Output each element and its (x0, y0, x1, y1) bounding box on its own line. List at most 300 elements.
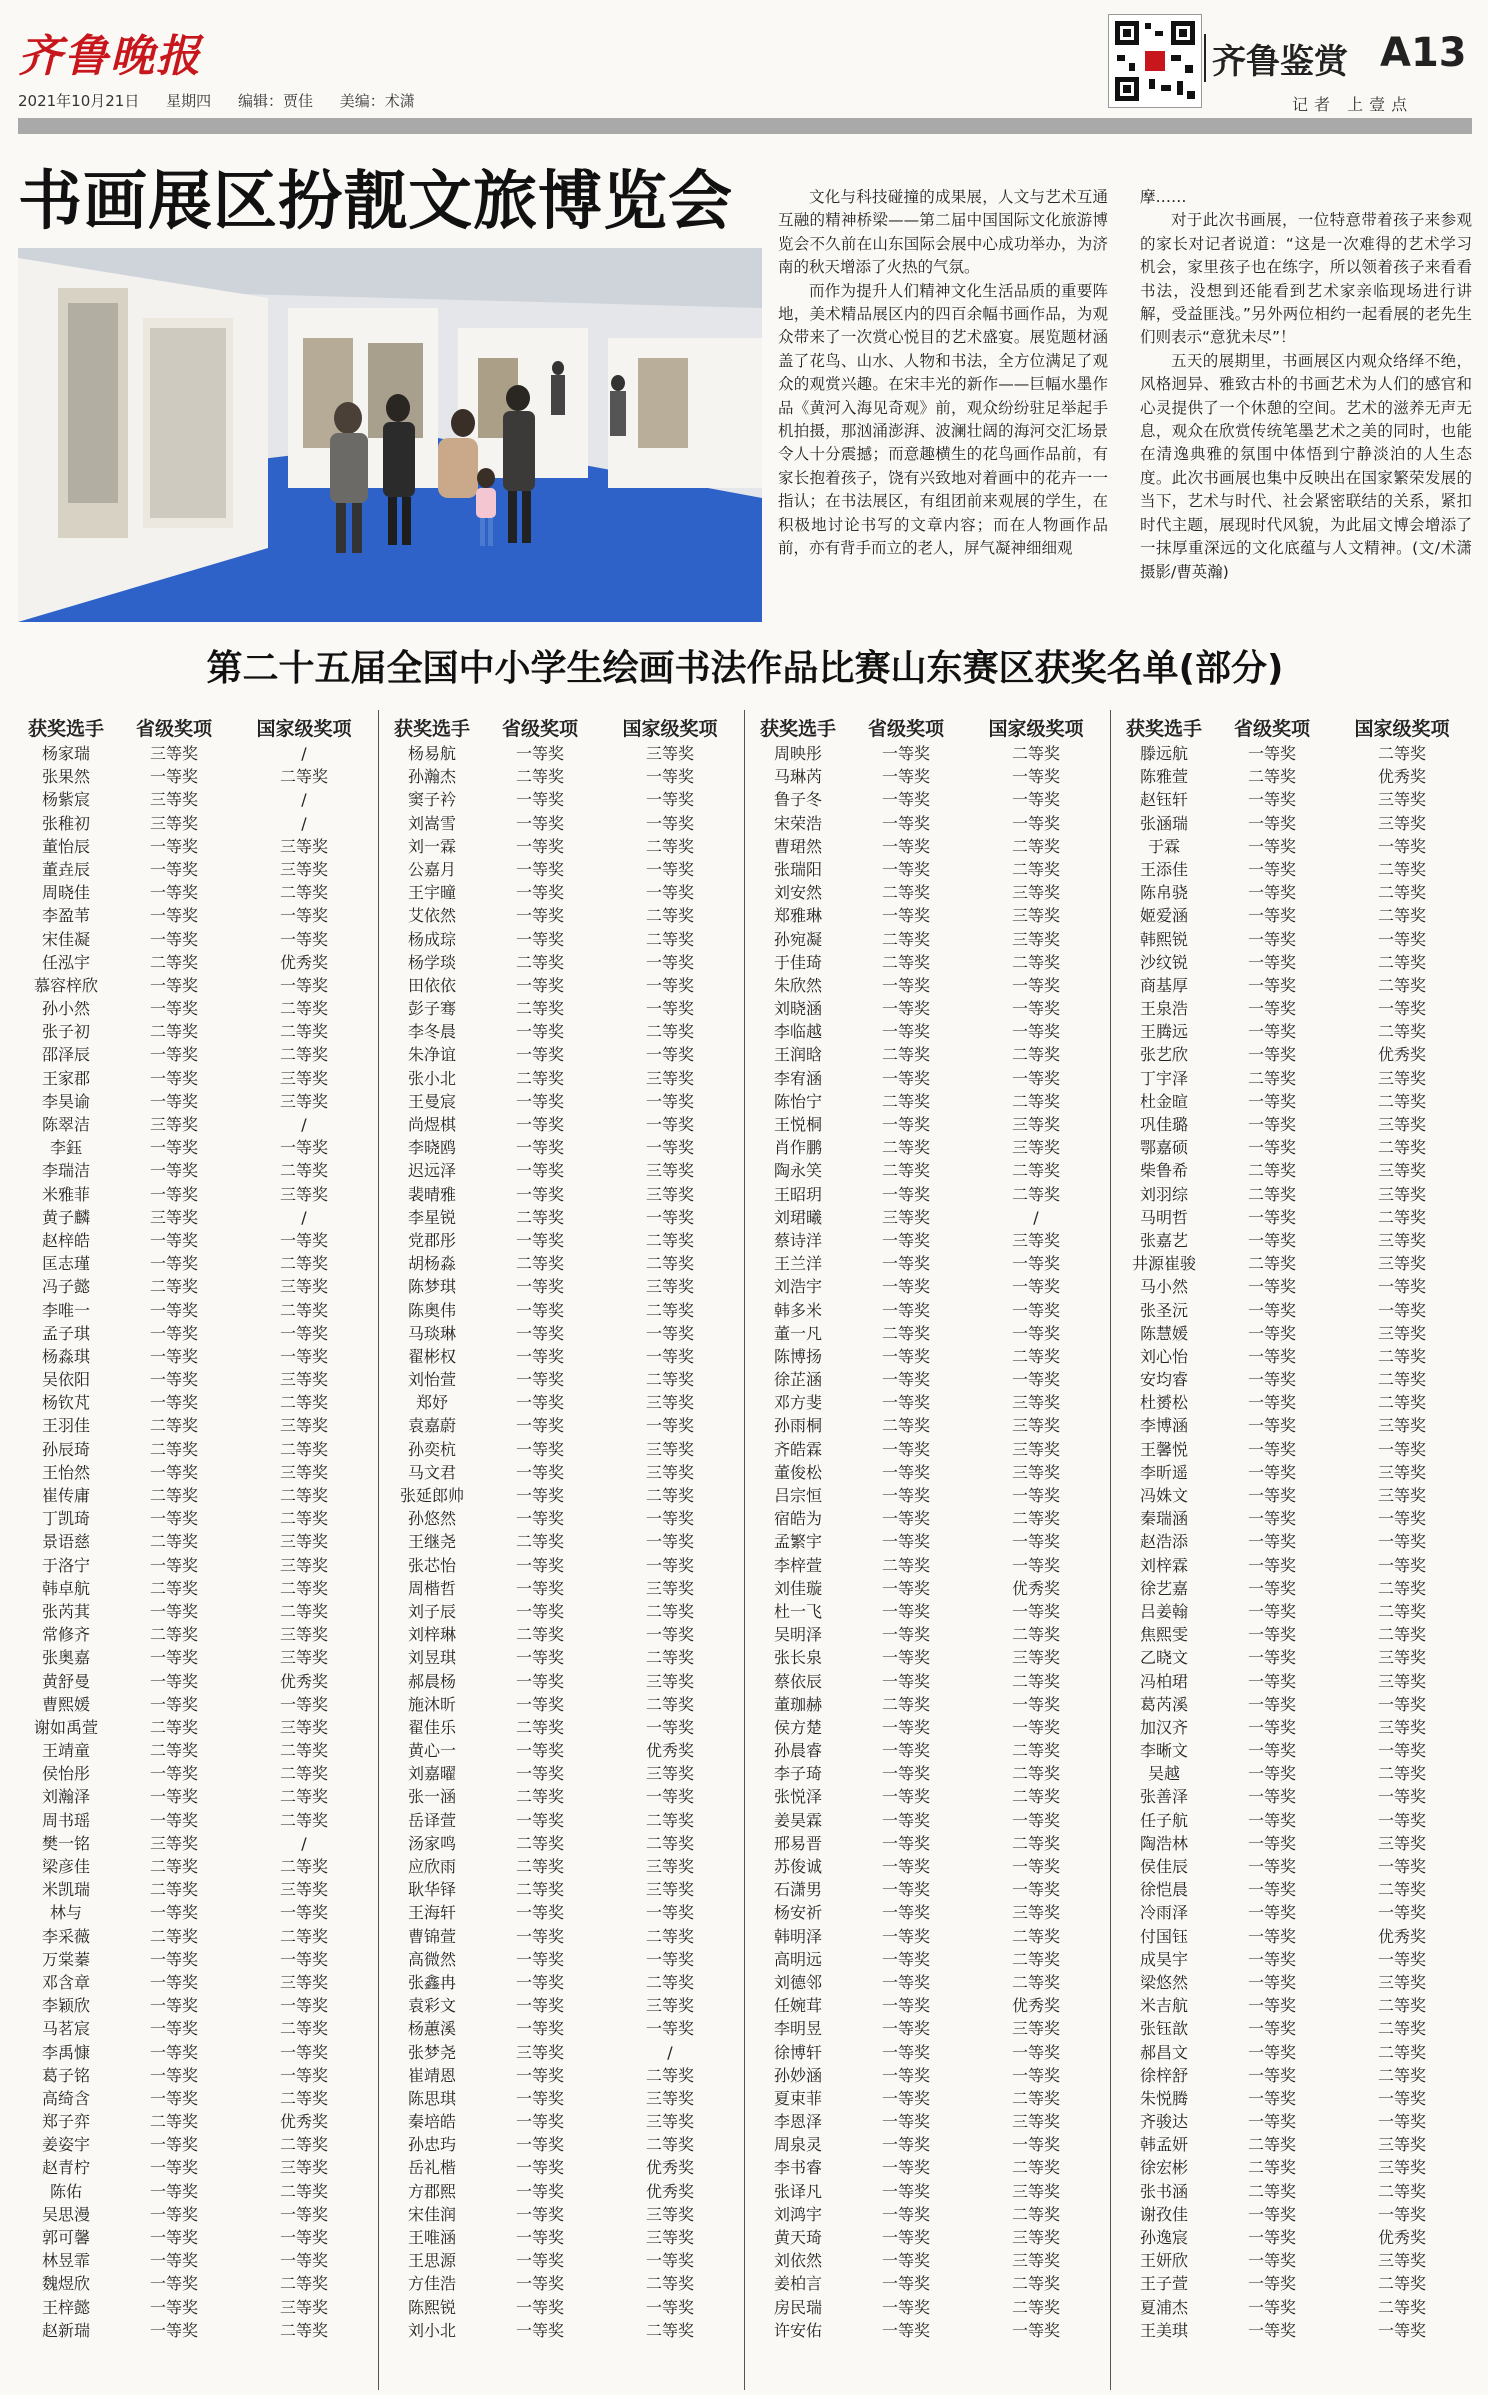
winner-name: 高明远 (773, 1949, 822, 1969)
national-award: 三等奖 (645, 1161, 694, 1181)
national-award: 一等奖 (1011, 1370, 1060, 1390)
table-row (18, 1948, 374, 1971)
winner-name: 于洛宁 (41, 1555, 90, 1575)
national-award: 二等奖 (1377, 1764, 1426, 1784)
winner-name: 曹珺然 (773, 836, 822, 856)
winner-name: 万棠蓁 (41, 1949, 90, 1969)
winner-name: 谢如禹萱 (33, 1717, 98, 1737)
winner-name: 孙晨睿 (773, 1741, 822, 1761)
winner-name: 冯柏珺 (1139, 1671, 1188, 1691)
winner-name: 冯子懿 (41, 1277, 90, 1297)
table-row (384, 2133, 740, 2156)
column-header: 国家级奖项 (1354, 717, 1450, 740)
provincial-award: 一等奖 (881, 2297, 930, 2317)
winner-name: 方佳浩 (407, 2274, 456, 2294)
table-row (750, 997, 1106, 1020)
table-row (750, 1345, 1106, 1368)
table-row (750, 1252, 1106, 1275)
table-row (384, 742, 740, 765)
national-award: 一等奖 (645, 1717, 694, 1737)
table-row (1116, 1368, 1472, 1391)
provincial-award: 一等奖 (1247, 2228, 1296, 2247)
provincial-award: 一等奖 (881, 790, 930, 810)
provincial-award: 二等奖 (1247, 767, 1296, 787)
national-award: 一等奖 (279, 2251, 328, 2271)
national-award: 一等奖 (1011, 1486, 1060, 1505)
winner-name: 秦培皓 (407, 2112, 456, 2132)
national-award: 三等奖 (645, 1068, 694, 1088)
national-award: 二等奖 (1011, 2158, 1060, 2178)
winner-name: 张芯怡 (407, 1555, 456, 1575)
provincial-award: 一等奖 (1247, 1462, 1296, 1482)
table-row (1116, 1762, 1472, 1785)
table-row (384, 2156, 740, 2179)
national-award: 二等奖 (279, 1764, 328, 1784)
winner-name: 匡志瑾 (41, 1254, 90, 1274)
national-award: 三等奖 (1377, 1230, 1426, 1250)
table-row (18, 742, 374, 765)
provincial-award: 一等奖 (881, 1996, 930, 2016)
provincial-award: 一等奖 (1247, 2320, 1296, 2340)
table-row (1116, 1600, 1472, 1623)
table-row (384, 2087, 740, 2110)
article-paragraph: 对于此次书画展，一位特意带着孩子来参观的家长对记者说道：“这是一次难得的艺术学习机会，家里孩子也在练字，所以领着孩子来看看书法，没想到还能看到艺术家亲临现场进行讲解，受益匪浅。”另外两位相约一起看展的老先生们则表示“意犹未尽”！ (1140, 211, 1472, 347)
provincial-award: 一等奖 (881, 975, 930, 995)
national-award: 三等奖 (1377, 1161, 1426, 1181)
winner-name: 焦熙雯 (1139, 1625, 1188, 1645)
winner-name: 李瑞洁 (41, 1161, 90, 1181)
winner-name: 刘羽综 (1139, 1184, 1188, 1204)
table-row (750, 1438, 1106, 1461)
table-row (384, 881, 740, 904)
winner-name: 夏浦杰 (1139, 2297, 1188, 2317)
table-row (1116, 1345, 1472, 1368)
provincial-award: 一等奖 (1247, 1903, 1296, 1923)
national-award: 二等奖 (279, 2320, 328, 2340)
table-row (384, 1507, 740, 1530)
national-award: 三等奖 (1011, 1648, 1060, 1668)
winner-name: 杨易航 (407, 744, 456, 763)
national-award: 三等奖 (645, 1439, 694, 1459)
winner-name: 夏束菲 (773, 2088, 822, 2108)
winner-name: 张嘉艺 (1139, 1230, 1188, 1250)
provincial-award: 一等奖 (149, 2320, 198, 2340)
table-row (750, 765, 1106, 788)
winner-name: 杨学琰 (407, 952, 456, 972)
table-row (18, 812, 374, 835)
winner-name: 梁彦佳 (41, 1857, 90, 1876)
national-award: 二等奖 (1377, 2297, 1426, 2317)
winner-name: 齐骏达 (1139, 2112, 1188, 2132)
national-award: 三等奖 (1011, 2019, 1060, 2039)
table-row (384, 1206, 740, 1229)
provincial-award: 一等奖 (1247, 1509, 1296, 1529)
national-award: 一等奖 (1011, 1254, 1060, 1274)
provincial-award: 一等奖 (149, 2088, 198, 2108)
national-award: 二等奖 (1377, 2181, 1426, 2201)
provincial-award: 二等奖 (149, 1857, 198, 1876)
winner-name: 吴依阳 (41, 1370, 90, 1390)
provincial-award: 一等奖 (515, 1949, 564, 1969)
table-row (1116, 2226, 1472, 2249)
table-row (1116, 835, 1472, 858)
winner-name: 李子琦 (773, 1764, 822, 1784)
winner-name: 应欣雨 (407, 1857, 456, 1876)
provincial-award: 二等奖 (881, 1138, 930, 1158)
national-award: 二等奖 (1011, 1346, 1060, 1366)
table-row (384, 1646, 740, 1669)
national-award: 一等奖 (645, 1207, 694, 1227)
table-row (18, 1600, 374, 1623)
provincial-award: 一等奖 (1247, 1555, 1296, 1575)
table-row (1116, 1577, 1472, 1600)
table-row (384, 1554, 740, 1577)
winner-name: 许安佑 (773, 2320, 822, 2340)
winner-name: 赵梓皓 (41, 1230, 90, 1250)
provincial-award: 一等奖 (149, 836, 198, 856)
national-award: 二等奖 (645, 1601, 694, 1621)
winner-name: 邓含章 (41, 1972, 90, 1992)
table-row (1116, 1878, 1472, 1901)
national-award: 三等奖 (279, 859, 328, 879)
winner-name: 刘梓霖 (1139, 1555, 1188, 1575)
provincial-award: 一等奖 (881, 2251, 930, 2271)
table-row (750, 1322, 1106, 1345)
provincial-award: 一等奖 (149, 1370, 198, 1390)
winner-name: 于佳琦 (773, 952, 822, 972)
table-row (18, 1113, 374, 1136)
table-row (1116, 1809, 1472, 1832)
national-award: 三等奖 (279, 1532, 328, 1552)
winner-name: 窦子衿 (407, 790, 456, 810)
table-row (384, 951, 740, 974)
provincial-award: 三等奖 (149, 1833, 198, 1853)
national-award: 二等奖 (279, 1439, 328, 1459)
table-row (384, 1600, 740, 1623)
provincial-award: 三等奖 (149, 790, 198, 810)
winner-name: 李盈苇 (41, 906, 90, 926)
provincial-award: 一等奖 (515, 813, 564, 833)
table-row (384, 1855, 740, 1878)
national-award: 三等奖 (1377, 1416, 1426, 1436)
provincial-award: 一等奖 (149, 2274, 198, 2294)
table-row (1116, 1530, 1472, 1553)
provincial-award: 二等奖 (881, 1091, 930, 1111)
national-award: 二等奖 (1377, 1996, 1426, 2016)
table-row (18, 2064, 374, 2087)
winner-name: 王添佳 (1139, 859, 1188, 879)
table-row (750, 1391, 1106, 1414)
provincial-award: 一等奖 (881, 1230, 930, 1250)
table-row (750, 1136, 1106, 1159)
winner-name: 蔡依辰 (773, 1671, 822, 1691)
provincial-award: 二等奖 (149, 1625, 198, 1645)
provincial-award: 一等奖 (881, 1625, 930, 1645)
provincial-award: 一等奖 (515, 1161, 564, 1181)
winner-name: 陈怡宁 (773, 1091, 822, 1111)
table-row (1116, 765, 1472, 788)
article-column-1 (778, 186, 1108, 561)
national-award: 优秀奖 (645, 2158, 694, 2178)
national-award: / (301, 744, 307, 763)
provincial-award: 一等奖 (149, 1323, 198, 1343)
national-award: 一等奖 (645, 1091, 694, 1111)
provincial-award: 一等奖 (515, 2112, 564, 2132)
column-header: 国家级奖项 (256, 717, 352, 740)
national-award: 二等奖 (279, 1601, 328, 1621)
table-row (384, 2180, 740, 2203)
provincial-award: 一等奖 (515, 2251, 564, 2271)
national-award: 一等奖 (1011, 1555, 1060, 1575)
table-row (750, 1994, 1106, 2017)
table-row (1116, 1136, 1472, 1159)
national-award: 三等奖 (279, 1462, 328, 1482)
winner-name: 马明哲 (1139, 1207, 1188, 1227)
national-award: 二等奖 (279, 1857, 328, 1876)
provincial-award: 一等奖 (881, 1393, 930, 1413)
table-row (384, 1067, 740, 1090)
provincial-award: 一等奖 (149, 2065, 198, 2085)
winner-name: 吴思漫 (41, 2204, 90, 2224)
provincial-award: 一等奖 (1247, 2251, 1296, 2271)
table-row (1116, 1391, 1472, 1414)
national-award: 一等奖 (645, 1532, 694, 1552)
national-award: 优秀奖 (1011, 1996, 1060, 2016)
provincial-award: 一等奖 (1247, 1207, 1296, 1227)
national-award: 二等奖 (279, 1161, 328, 1181)
column-header: 省级奖项 (1233, 717, 1310, 740)
table-row (18, 1345, 374, 1368)
provincial-award: 一等奖 (149, 1393, 198, 1413)
table-row (18, 1391, 374, 1414)
table-row (750, 1901, 1106, 1924)
table-row (384, 788, 740, 811)
national-award: 一等奖 (279, 1694, 328, 1714)
provincial-award: 一等奖 (149, 1764, 198, 1784)
winner-name: 杨成琮 (407, 929, 456, 949)
national-award: 二等奖 (1377, 1138, 1426, 1158)
national-award: 三等奖 (1377, 1115, 1426, 1134)
provincial-award: 一等奖 (881, 2320, 930, 2340)
provincial-award: 一等奖 (881, 2274, 930, 2294)
provincial-award: 一等奖 (1247, 1230, 1296, 1250)
winner-name: 李晓鸥 (407, 1138, 456, 1158)
winner-name: 李梓萱 (773, 1555, 822, 1575)
provincial-award: 一等奖 (515, 1648, 564, 1668)
provincial-award: 一等奖 (1247, 1091, 1296, 1111)
award-list-column (750, 712, 1106, 2342)
table-row (384, 1414, 740, 1437)
provincial-award: 二等奖 (881, 1161, 930, 1181)
national-award: 一等奖 (1377, 2320, 1426, 2340)
national-award: 二等奖 (645, 2135, 694, 2155)
provincial-award: 一等奖 (515, 975, 564, 995)
national-award: 三等奖 (1011, 906, 1060, 926)
national-award: 一等奖 (645, 790, 694, 810)
winner-name: 苏俊诚 (773, 1857, 822, 1876)
provincial-award: 一等奖 (149, 2135, 198, 2155)
national-award: 三等奖 (1011, 1462, 1060, 1482)
provincial-award: 一等奖 (149, 2181, 198, 2201)
national-award: 二等奖 (1011, 836, 1060, 856)
provincial-award: 一等奖 (881, 813, 930, 833)
table-row (1116, 1113, 1472, 1136)
national-award: 二等奖 (1377, 1880, 1426, 1900)
winner-name: 杨蕙溪 (407, 2019, 456, 2039)
provincial-award: 二等奖 (515, 1833, 564, 1853)
table-row (1116, 858, 1472, 881)
table-row (750, 1090, 1106, 1113)
national-award: 三等奖 (1011, 2112, 1060, 2132)
table-row (1116, 1414, 1472, 1437)
national-award: 二等奖 (1011, 859, 1060, 879)
winner-name: 施沐昕 (407, 1694, 456, 1714)
national-award: 一等奖 (279, 1903, 328, 1923)
winner-name: 曹熙媛 (41, 1694, 90, 1714)
provincial-award: 一等奖 (149, 929, 198, 949)
table-row (18, 997, 374, 1020)
table-row (1116, 1438, 1472, 1461)
table-row (750, 1855, 1106, 1878)
provincial-award: 一等奖 (149, 1903, 198, 1923)
table-row (750, 1554, 1106, 1577)
national-award: 二等奖 (1011, 2297, 1060, 2317)
provincial-award: 一等奖 (149, 1068, 198, 1088)
national-award: 二等奖 (1011, 1764, 1060, 1784)
table-row (1116, 1299, 1472, 1322)
column-header: 获奖选手 (27, 717, 104, 740)
table-row (384, 2296, 740, 2319)
national-award: 二等奖 (279, 999, 328, 1019)
winner-name: 马茗宸 (41, 2019, 90, 2039)
winner-name: 鄂嘉硕 (1139, 1138, 1188, 1158)
table-row (1116, 812, 1472, 835)
table-row (384, 1762, 740, 1785)
national-award: 三等奖 (645, 1277, 694, 1297)
winner-name: 陈翠洁 (41, 1115, 90, 1134)
national-award: 二等奖 (1011, 1926, 1060, 1946)
national-award: 一等奖 (1377, 1300, 1426, 1320)
winner-name: 高绮含 (41, 2088, 90, 2108)
table-row (1116, 1948, 1472, 1971)
table-row (18, 2017, 374, 2040)
table-row (750, 1020, 1106, 1043)
table-row (750, 2133, 1106, 2156)
national-award: 三等奖 (1377, 2158, 1426, 2178)
national-award: 二等奖 (645, 1300, 694, 1320)
provincial-award: 二等奖 (149, 1926, 198, 1946)
table-row (1116, 928, 1472, 951)
provincial-award: 一等奖 (515, 744, 564, 763)
winner-name: 王继尧 (407, 1532, 456, 1552)
national-award: 一等奖 (645, 952, 694, 972)
winner-name: 孙忠玙 (407, 2135, 456, 2155)
national-award: 三等奖 (1377, 1462, 1426, 1482)
provincial-award: 一等奖 (1247, 1346, 1296, 1366)
national-award: 二等奖 (1377, 1207, 1426, 1227)
article-column-2 (1140, 186, 1472, 584)
table-row (750, 2180, 1106, 2203)
winner-name: 葛芮溪 (1139, 1694, 1188, 1714)
provincial-award: 一等奖 (1247, 1671, 1296, 1691)
provincial-award: 一等奖 (881, 744, 930, 763)
winner-name: 王子萱 (1139, 2274, 1188, 2294)
national-award: 二等奖 (645, 929, 694, 949)
winner-name: 刘子辰 (407, 1601, 456, 1621)
provincial-award: 一等奖 (1247, 2019, 1296, 2039)
winner-name: 李昕遥 (1139, 1462, 1188, 1482)
table-row (1116, 1925, 1472, 1948)
provincial-award: 一等奖 (881, 2088, 930, 2108)
provincial-award: 一等奖 (515, 2228, 564, 2247)
table-row (1116, 742, 1472, 765)
table-row (384, 1322, 740, 1345)
winner-name: 孙妙涵 (773, 2065, 822, 2085)
provincial-award: 二等奖 (515, 1717, 564, 1737)
national-award: / (1033, 1207, 1039, 1227)
column-header: 省级奖项 (867, 717, 944, 740)
table-row (750, 2226, 1106, 2249)
table-row (1116, 1971, 1472, 1994)
provincial-award: 一等奖 (515, 2158, 564, 2178)
winner-name: 张子初 (41, 1022, 90, 1042)
provincial-award: 一等奖 (881, 1509, 930, 1529)
winner-name: 丁宇泽 (1139, 1068, 1188, 1088)
table-row (1116, 1067, 1472, 1090)
provincial-award: 二等奖 (881, 1416, 930, 1436)
table-row (750, 1530, 1106, 1553)
provincial-award: 一等奖 (881, 1972, 930, 1992)
table-row (18, 1090, 374, 1113)
winner-name: 蔡诗洋 (773, 1230, 822, 1250)
header-rule (18, 118, 1472, 134)
provincial-award: 一等奖 (1247, 2112, 1296, 2132)
winner-name: 赵新瑞 (41, 2320, 90, 2340)
national-award: 三等奖 (1377, 1184, 1426, 1204)
table-row (18, 788, 374, 811)
winner-name: 孟子琪 (41, 1323, 90, 1343)
winner-name: 刘瀚泽 (41, 1787, 90, 1807)
provincial-award: 一等奖 (149, 1648, 198, 1668)
winner-name: 王妍欣 (1139, 2251, 1188, 2271)
table-row (750, 1229, 1106, 1252)
winner-name: 李恩泽 (773, 2112, 822, 2132)
national-award: 一等奖 (1011, 1810, 1060, 1830)
table-row (750, 1693, 1106, 1716)
table-row (1116, 2319, 1472, 2342)
table-row (18, 1994, 374, 2017)
provincial-award: 一等奖 (515, 906, 564, 926)
winner-name: 周泉灵 (773, 2135, 822, 2155)
table-row (750, 1159, 1106, 1182)
national-award: 二等奖 (645, 1254, 694, 1274)
winner-name: 梁悠然 (1139, 1972, 1188, 1992)
national-award: 二等奖 (1377, 1578, 1426, 1598)
table-row (1116, 951, 1472, 974)
winner-name: 杨淼琪 (41, 1346, 90, 1366)
national-award: 一等奖 (279, 906, 328, 926)
provincial-award: 一等奖 (515, 790, 564, 810)
provincial-award: 一等奖 (149, 1996, 198, 2016)
provincial-award: 一等奖 (515, 1601, 564, 1621)
provincial-award: 一等奖 (1247, 1741, 1296, 1761)
winner-name: 安均睿 (1139, 1370, 1188, 1390)
provincial-award: 二等奖 (515, 1532, 564, 1552)
winner-name: 陈熙锐 (407, 2297, 456, 2317)
national-award: 二等奖 (645, 2320, 694, 2340)
provincial-award: 一等奖 (881, 1578, 930, 1598)
winner-name: 郑子弈 (41, 2112, 90, 2132)
